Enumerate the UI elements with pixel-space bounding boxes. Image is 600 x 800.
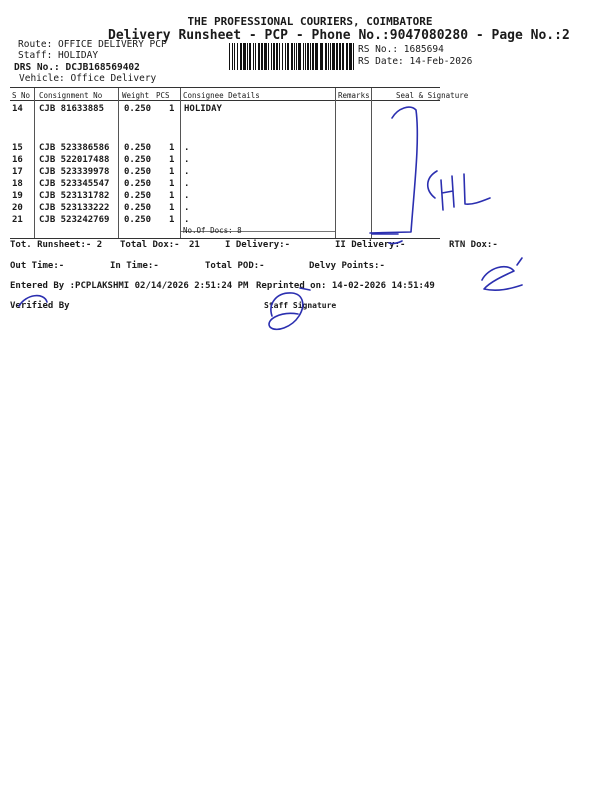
barcode-bar: [258, 43, 260, 70]
barcode-bar: [271, 43, 272, 70]
row-weight: 0.250: [124, 143, 152, 153]
row-consignment: CJB 523345547: [39, 179, 110, 189]
barcode-bar: [229, 43, 230, 70]
signature-stroke: [482, 267, 522, 291]
barcode-bar: [312, 43, 314, 70]
barcode-bar: [332, 43, 335, 70]
barcode-bar: [282, 43, 283, 70]
barcode-bar: [325, 43, 327, 70]
col-header-sno: S No: [12, 91, 31, 100]
col-divider: [180, 88, 181, 238]
barcode-bar: [243, 43, 246, 70]
signature-stroke: [370, 107, 417, 233]
row-sno: 14: [12, 104, 23, 114]
row-pcs: 1: [169, 203, 175, 213]
barcode-bar: [296, 43, 297, 70]
col-divider: [34, 88, 35, 238]
row-sno: 19: [12, 191, 23, 201]
total-dox-value: 21: [189, 240, 200, 250]
runsheet-title: Delivery Runsheet - PCP - Phone No.:9047080280 - Page No.:2: [108, 28, 570, 43]
barcode: [229, 43, 355, 70]
row-pcs: 1: [169, 143, 175, 153]
total-pod: Total POD:-: [205, 261, 265, 271]
barcode-bar: [328, 43, 329, 70]
company-name: THE PROFESSIONAL COURIERS, COIMBATORE: [187, 15, 433, 28]
row-sno: 21: [12, 215, 23, 225]
row-consignment: CJB 522017488: [39, 155, 110, 165]
col-header-remarks: Remarks: [338, 91, 370, 100]
barcode-bar: [237, 43, 238, 70]
barcode-bar: [349, 43, 352, 70]
col-divider: [335, 88, 336, 238]
row-pcs: 1: [169, 167, 175, 177]
row-details: .: [184, 179, 190, 189]
row-consignment: CJB 523242769: [39, 215, 110, 225]
vehicle-label: Vehicle: Office Delivery: [19, 73, 157, 84]
barcode-bar: [291, 43, 293, 70]
barcode-bar: [255, 43, 256, 70]
barcode-bar: [240, 43, 242, 70]
row-pcs: 1: [169, 104, 175, 114]
ii-delivery: II Delivery:-: [335, 240, 406, 250]
barcode-bar: [305, 43, 306, 70]
barcode-bar: [264, 43, 267, 70]
signature-stroke: [517, 258, 522, 265]
barcode-bar: [287, 43, 289, 70]
no-of-docs: No.Of Docs: 8: [183, 226, 242, 235]
col-header-weight: Weight: [122, 91, 150, 100]
out-time: Out Time:-: [10, 261, 65, 271]
barcode-bar: [234, 43, 235, 70]
row-sno: 16: [12, 155, 23, 165]
entered-by: Entered By :PCPLAKSHMI 02/14/2026 2:51:24 PM: [10, 281, 249, 291]
row-sno: 17: [12, 167, 23, 177]
staff-signature: Staff Signature: [264, 301, 337, 310]
signature-stroke: [269, 293, 303, 329]
verified-by: Verified By: [10, 301, 70, 311]
barcode-bar: [346, 43, 348, 70]
barcode-bar: [315, 43, 318, 70]
barcode-bar: [330, 43, 331, 70]
row-weight: 0.250: [124, 104, 152, 114]
table-bottom-rule: [10, 238, 440, 239]
row-pcs: 1: [169, 179, 175, 189]
barcode-bar: [285, 43, 286, 70]
row-weight: 0.250: [124, 167, 152, 177]
row-details: .: [184, 167, 190, 177]
barcode-bar: [298, 43, 301, 70]
col-divider: [371, 88, 372, 238]
row-weight: 0.250: [124, 155, 152, 165]
delvy-points: Delvy Points:-: [309, 261, 385, 271]
row-consignment: CJB 81633885: [39, 104, 105, 114]
tot-runsheet: Tot. Runsheet:- 2: [10, 240, 103, 250]
drs-number: [14, 62, 140, 73]
barcode-bar: [268, 43, 269, 70]
rtn-dox: RTN Dox:-: [449, 240, 498, 250]
row-pcs: 1: [169, 215, 175, 225]
staff-label: Staff: HOLIDAY: [18, 50, 99, 61]
barcode-bar: [307, 43, 309, 70]
row-details: HOLIDAY: [184, 104, 222, 114]
row-weight: 0.250: [124, 179, 152, 189]
row-pcs: 1: [169, 191, 175, 201]
barcode-bar: [303, 43, 304, 70]
row-weight: 0.250: [124, 191, 152, 201]
barcode-bar: [342, 43, 344, 70]
row-weight: 0.250: [124, 203, 152, 213]
rs-number: RS No.: 1685694: [358, 44, 444, 55]
i-delivery: I Delivery:-: [225, 240, 291, 250]
reprinted-on: Reprinted on: 14-02-2026 14:51:49: [256, 281, 435, 291]
row-pcs: 1: [169, 155, 175, 165]
row-details: .: [184, 191, 190, 201]
row-sno: 15: [12, 143, 23, 153]
row-details: .: [184, 215, 190, 225]
row-consignment: CJB 523386586: [39, 143, 110, 153]
in-time: In Time:-: [110, 261, 159, 271]
col-divider: [118, 88, 119, 238]
barcode-bar: [253, 43, 254, 70]
drs-label: DRS No.:: [14, 62, 60, 73]
barcode-bar: [279, 43, 280, 70]
row-consignment: CJB 523133222: [39, 203, 110, 213]
barcode-bar: [273, 43, 275, 70]
total-dox-label: Total Dox:-: [120, 240, 180, 250]
barcode-bar: [247, 43, 248, 70]
barcode-bar: [276, 43, 278, 70]
row-weight: 0.250: [124, 215, 152, 225]
barcode-bar: [336, 43, 338, 70]
signature-stroke: [464, 174, 490, 204]
barcode-bar: [249, 43, 251, 70]
barcode-bar: [353, 43, 354, 70]
row-consignment: CJB 523339978: [39, 167, 110, 177]
barcode-bar: [320, 43, 323, 70]
row-sno: 20: [12, 203, 23, 213]
table-header-rule: [10, 100, 440, 101]
row-details: .: [184, 155, 190, 165]
drs-value: DCJB168569402: [65, 62, 140, 73]
row-sno: 18: [12, 179, 23, 189]
route-label: Route: OFFICE DELIVERY PCP: [18, 39, 167, 50]
signature-stroke: [428, 171, 437, 198]
barcode-bar: [232, 43, 233, 70]
col-header-seal: Seal & Signature: [396, 91, 469, 100]
rs-date: RS Date: 14-Feb-2026: [358, 56, 473, 67]
signature-stroke: [441, 176, 454, 210]
table-top-rule: [10, 87, 440, 88]
barcode-bar: [294, 43, 295, 70]
col-header-consignment: Consignment No: [39, 91, 103, 100]
col-header-pcs: PCS: [156, 91, 170, 100]
row-consignment: CJB 523131782: [39, 191, 110, 201]
barcode-bar: [339, 43, 341, 70]
barcode-bar: [310, 43, 311, 70]
col-header-consignee: Consignee Details: [183, 91, 260, 100]
row-details: .: [184, 203, 190, 213]
barcode-bar: [261, 43, 263, 70]
row-details: .: [184, 143, 190, 153]
